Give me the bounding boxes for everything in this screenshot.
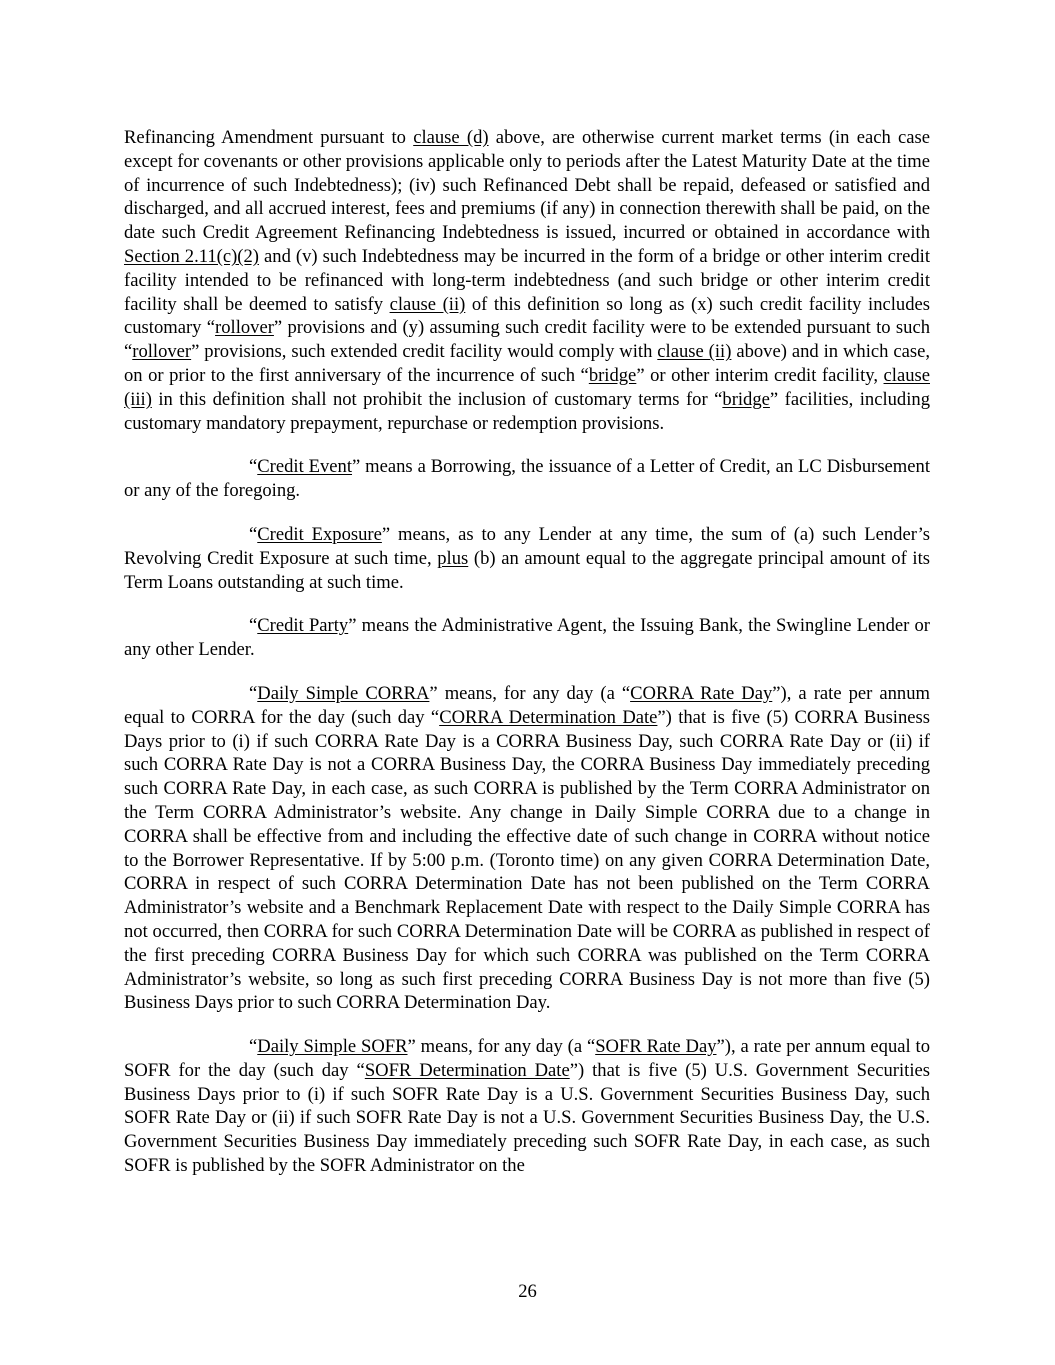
text-run: “ xyxy=(249,456,258,478)
text-run: and (v) such Indebtedness may be incurred in the form of a bridge or other interim credit facility intended to be refinanced with long-term indebtedness (and such bridge or other interim credit facility shall be deemed to satisfy xyxy=(124,245,931,315)
text-run: ” means, as to any Lender at any time, the sum of (a) such Lender’s Revolving Credit Exposure at such time, xyxy=(124,523,930,569)
text-run: ”) that is five (5) U.S. Government Securities Business Days prior to (i) if such SOFR Rate Day is a U.S. Government Securities Business Day, such SOFR Rate Day or (ii) if such SOFR Rate Day is not a U.S. Government Securities Business Day, the U.S. Government Securities Business Day immediately preceding such SOFR Rate Day, in each case, as such SOFR is published by the SOFR Administrator on the xyxy=(124,1059,930,1177)
defined-term: clause (d) xyxy=(413,127,489,148)
text-run: above) and in which case, on or prior to the first anniversary of the incurrence of such “ xyxy=(124,341,930,386)
definition-credit-party xyxy=(124,614,930,662)
defined-term: Credit Party xyxy=(257,615,349,637)
defined-term: rollover xyxy=(132,341,192,363)
text-run: above, are otherwise current market terms (in each case except for covenants or other provisions applicable only to periods after the Latest Maturity Date at the time of incurrence of such Indebtedness); (iv) such Refinanced Debt shall be repaid, defeased or satisfied and discharged, and all accrued interest, fees and premiums (if any) in connection therewith shall be paid, on the date such Credit Agreement Refinancing Indebtedness is issued, incurred or obtained in accordance with xyxy=(124,127,930,244)
defined-term: Daily Simple CORRA xyxy=(257,682,430,704)
text-run: “ xyxy=(249,523,258,545)
definition-daily-simple-sofr xyxy=(124,1035,930,1178)
text-run: ”) that is five (5) CORRA Business Days prior to (i) if such CORRA Rate Day is a CORRA Business Day, such CORRA Rate Day or (ii) if such CORRA Rate Day is not a CORRA Business Day, the CORRA Business Day immediately preceding such CORRA Rate Day, in each case, as such CORRA is published by the Term CORRA Administrator on the Term CORRA Administrator’s website. Any change in Daily Simple CORRA due to a change in CORRA shall be effective from and including the effective date of such change in CORRA without notice to the Borrower Representative. If by 5:00 p.m. (Toronto time) on any given CORRA Determination Date, CORRA in respect of such CORRA Determination Date has not been published on the Term CORRA Administrator’s website and a Benchmark Replacement Date with respect to the Daily Simple CORRA has not occurred, then CORRA for such CORRA Determination Date will be CORRA as published in respect of the first preceding CORRA Business Day for which such CORRA was published on the Term CORRA Administrator’s website, so long as such first preceding CORRA Business Day is not more than five (5) Business Days prior to such CORRA Determination Day. xyxy=(124,706,930,1014)
definition-credit-exposure xyxy=(124,523,930,594)
defined-term: Credit Exposure xyxy=(257,523,382,545)
definition-credit-event xyxy=(124,455,930,503)
text-run: ” provisions, such extended credit facility would comply with xyxy=(191,341,658,363)
document-page xyxy=(124,126,930,1198)
text-run: ” means a Borrowing, the issuance of a Letter of Credit, an LC Disbursement or any of the foregoing. xyxy=(124,456,930,502)
text-run: ”), a rate per annum equal to SOFR for the day (such day “ xyxy=(124,1036,930,1081)
text-run: “ xyxy=(249,1036,258,1058)
defined-term: CORRA Rate Day xyxy=(630,682,773,704)
text-run: ” means, for any day (a “ xyxy=(429,682,631,704)
defined-term: SOFR Determination Date xyxy=(364,1059,570,1081)
definition-daily-simple-corra xyxy=(124,682,930,1015)
paragraph-refinancing-continuation xyxy=(124,126,930,435)
text-run: ” facilities, including customary mandatory prepayment, repurchase or redemption provisions. xyxy=(124,388,930,434)
text-run: (b) an amount equal to the aggregate principal amount of its Term Loans outstanding at such time. xyxy=(124,547,930,593)
defined-term: Daily Simple SOFR xyxy=(257,1036,408,1058)
text-run: Refinancing Amendment pursuant to xyxy=(124,127,414,148)
text-run: “ xyxy=(249,682,258,704)
text-run: ”), a rate per annum equal to CORRA for the day (such day “ xyxy=(124,682,930,728)
defined-term: Credit Event xyxy=(257,456,353,478)
defined-term: rollover xyxy=(215,317,274,339)
text-run: “ xyxy=(249,615,258,637)
defined-term: CORRA Determination Date xyxy=(439,706,658,728)
defined-term: clause (ii) xyxy=(389,293,466,315)
defined-term: bridge xyxy=(722,388,770,410)
page-number: 26 xyxy=(518,1281,537,1302)
defined-term: bridge xyxy=(588,364,637,386)
text-run: in this definition shall not prohibit the inclusion of customary terms for “ xyxy=(151,388,723,410)
defined-term: plus xyxy=(437,547,469,569)
text-run: ” means, for any day (a “ xyxy=(407,1036,596,1058)
defined-term: clause (ii) xyxy=(657,341,732,363)
text-run: ” or other interim credit facility, xyxy=(636,364,884,386)
text-run: of this definition so long as (x) such credit facility includes customary “ xyxy=(124,293,930,339)
defined-term: Section 2.11(c)(2) xyxy=(124,245,259,267)
text-run: ” provisions and (y) assuming such credit facility were to be extended pursuant to such “ xyxy=(124,317,930,363)
defined-term: SOFR Rate Day xyxy=(595,1036,717,1058)
defined-term: clause (iii) xyxy=(124,364,930,410)
text-run: ” means the Administrative Agent, the Issuing Bank, the Swingline Lender or any other Lender. xyxy=(124,615,930,661)
